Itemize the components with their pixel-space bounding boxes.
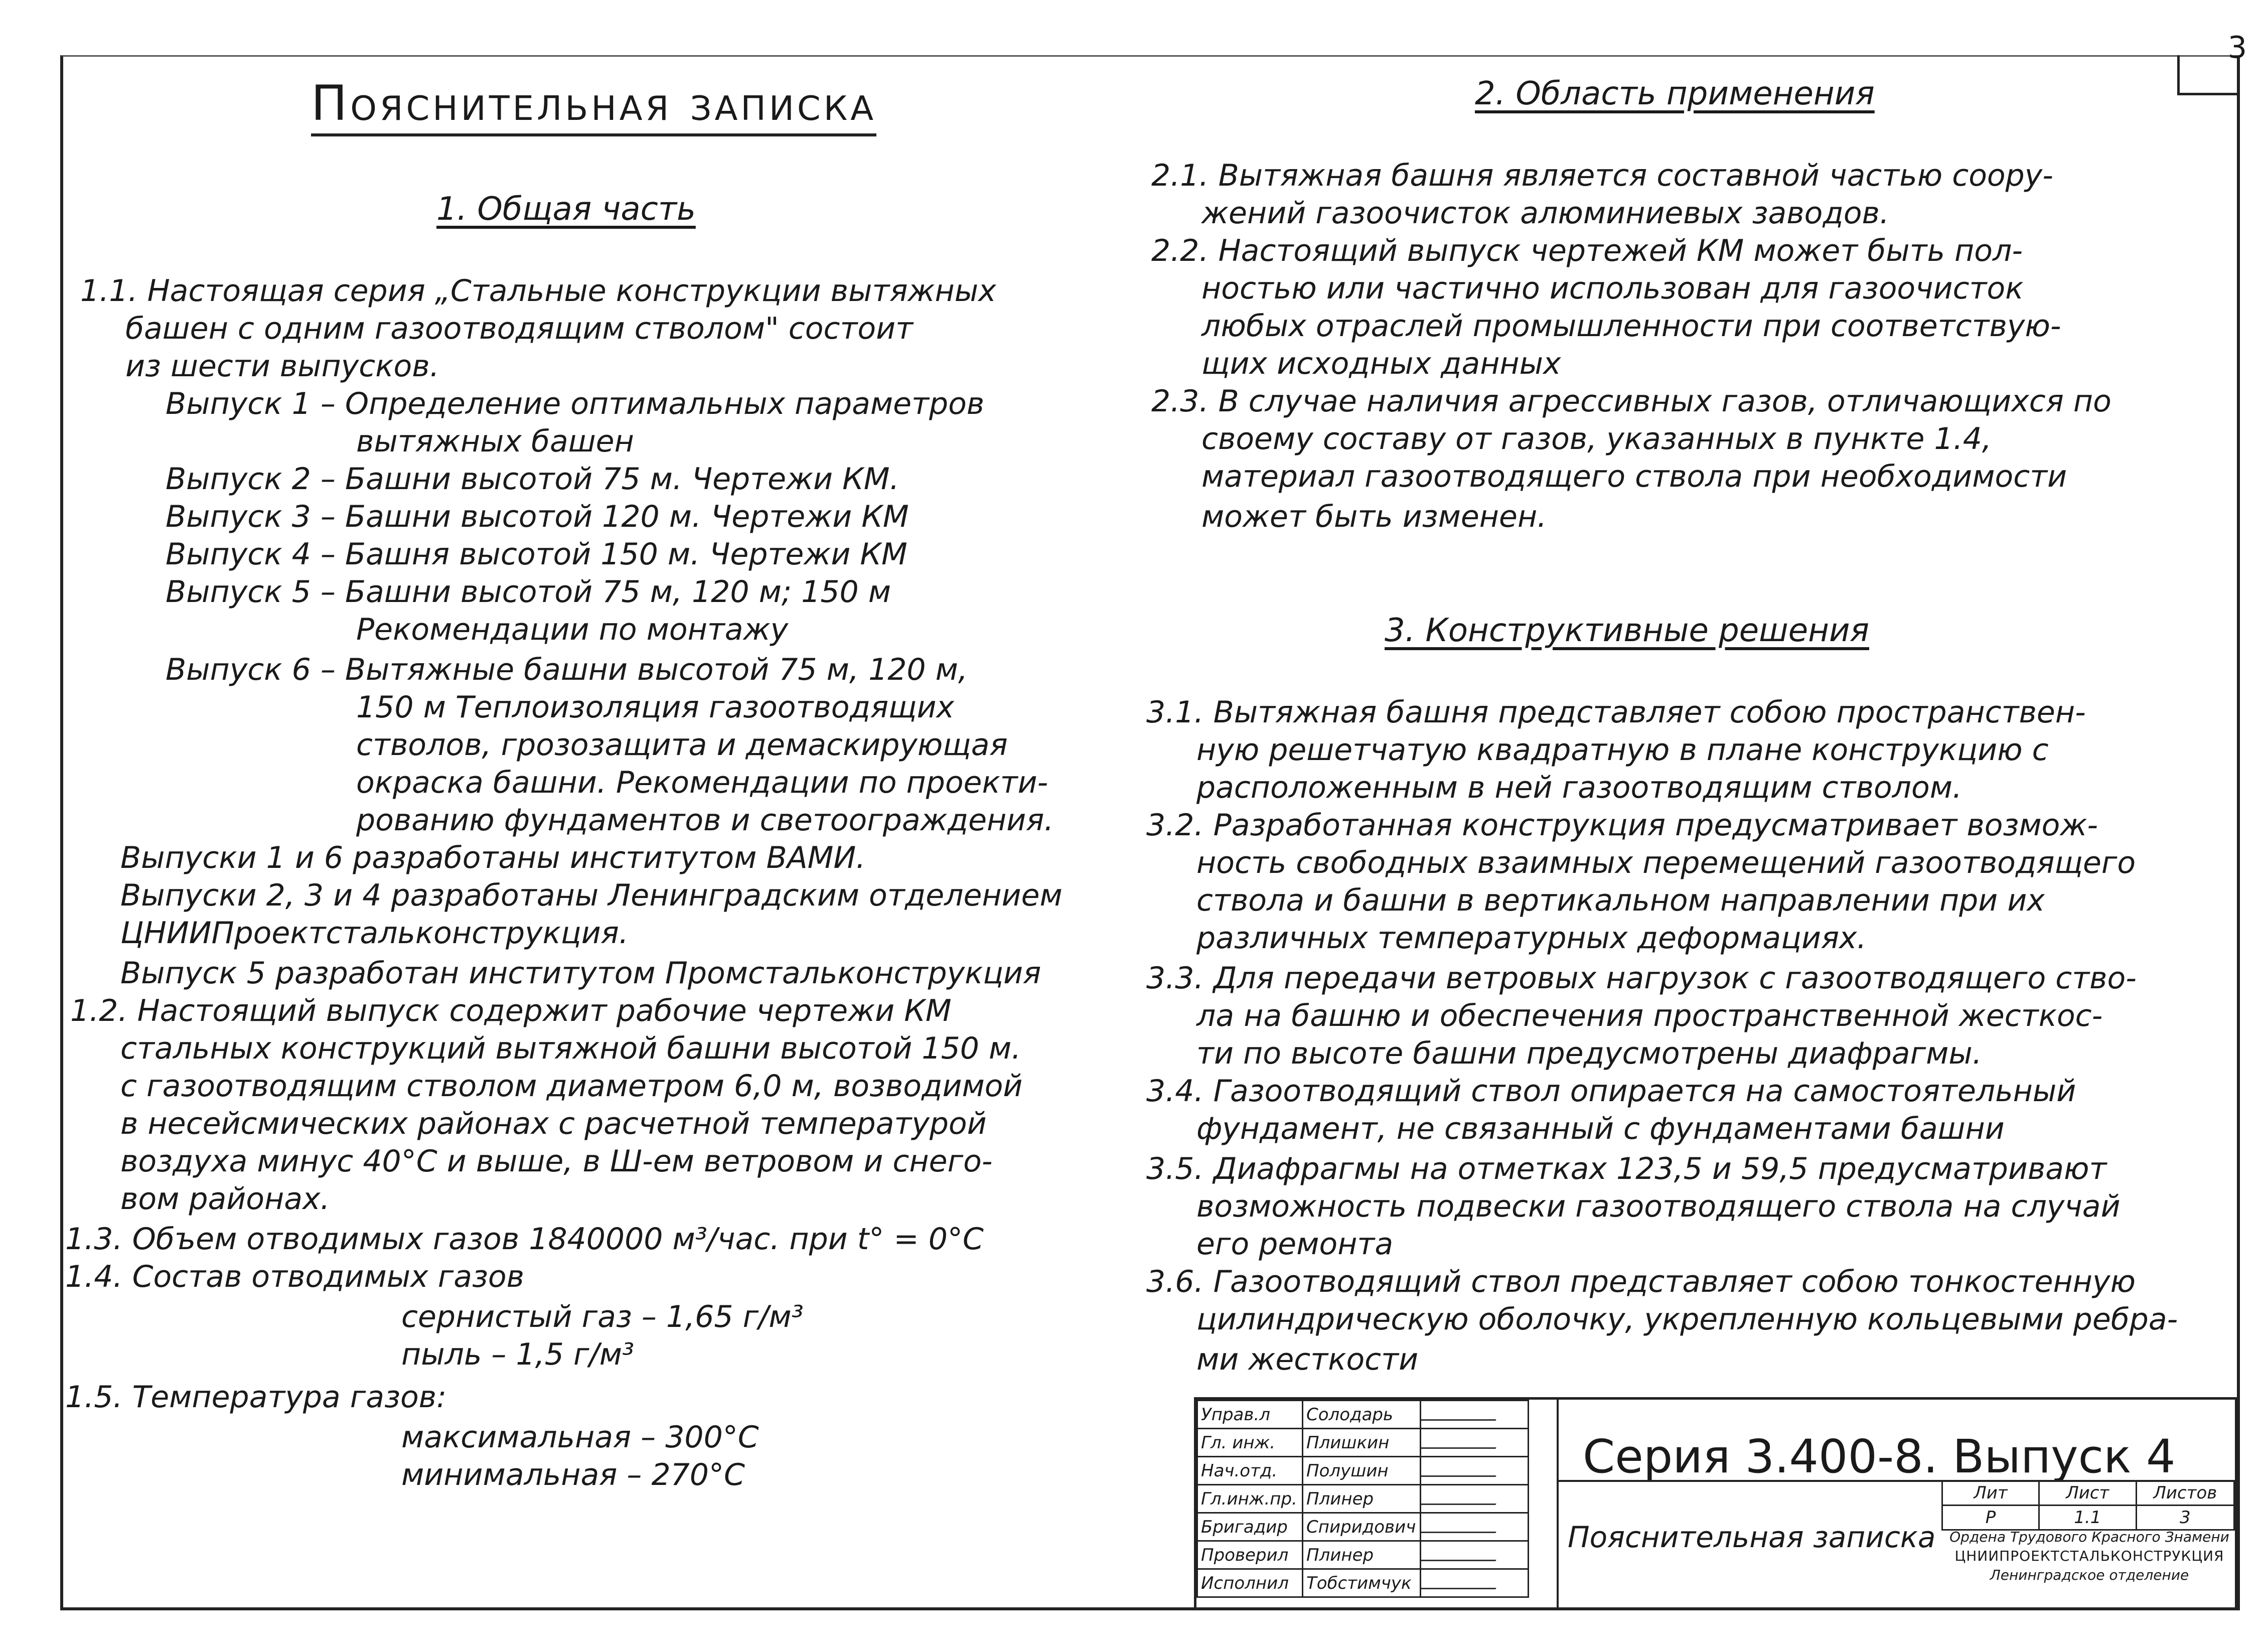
text-line: рованию фундаментов и светоограждения. bbox=[356, 803, 1054, 838]
text-line: ную решетчатую квадратную в плане конструкцию с bbox=[1196, 732, 2049, 768]
signature-row bbox=[1197, 1569, 1529, 1597]
text-line: 2.3. В случае наличия агрессивных газов, отличающихся по bbox=[1151, 384, 2111, 419]
signature-role: Исполнил bbox=[1197, 1569, 1303, 1597]
signature-mark bbox=[1421, 1488, 1503, 1505]
text-line: Выпуски 1 и 6 разработаны институтом ВАМИ. bbox=[120, 840, 866, 875]
text-line: 2.1. Вытяжная башня является составной частью соору- bbox=[1151, 158, 2053, 193]
text-line: вом районах. bbox=[120, 1181, 330, 1217]
signature-mark bbox=[1421, 1404, 1503, 1421]
text-line: стальных конструкций вытяжной башни высотой 150 м. bbox=[120, 1031, 1021, 1066]
text-line: 3.1. Вытяжная башня представляет собою пространствен- bbox=[1146, 695, 2086, 730]
text-line: своему составу от газов, указанных в пункте 1.4, bbox=[1201, 421, 1992, 457]
signature-name: Плишкин bbox=[1303, 1429, 1421, 1457]
signature-name: Плинер bbox=[1303, 1541, 1421, 1569]
section-3-heading: 3. Конструктивные решения bbox=[1385, 612, 1870, 649]
signature-mark bbox=[1421, 1460, 1503, 1477]
signature-name: Солодарь bbox=[1303, 1401, 1421, 1429]
organization-stamp bbox=[1941, 1528, 2237, 1585]
text-line: 2.2. Настоящий выпуск чертежей КМ может быть пол- bbox=[1151, 233, 2023, 268]
signature-role: Гл. инж. bbox=[1197, 1429, 1303, 1457]
text-line: в несейсмических районах с расчетной температурой bbox=[120, 1106, 987, 1141]
text-line: 1.2. Настоящий выпуск содержит рабочие чертежи КМ bbox=[70, 993, 952, 1028]
section-1-heading: 1. Общая часть bbox=[436, 191, 696, 228]
signature-name: Спиридович bbox=[1303, 1513, 1421, 1541]
signature-table bbox=[1196, 1400, 1529, 1598]
text-line: жений газоочисток алюминиевых заводов. bbox=[1201, 196, 1889, 231]
text-line: Выпуски 2, 3 и 4 разработаны Ленинградским отделением bbox=[120, 878, 1063, 913]
text-line: Выпуск 5 – Башни высотой 75 м, 120 м; 150 м bbox=[166, 574, 891, 610]
signature-role: Гл.инж.пр. bbox=[1197, 1485, 1303, 1513]
text-line: Выпуск 1 – Определение оптимальных параметров bbox=[166, 386, 985, 421]
list-value: 1.1 bbox=[2039, 1506, 2136, 1530]
text-line: ми жесткости bbox=[1196, 1342, 1419, 1377]
document-name: Пояснительная записка bbox=[1568, 1520, 1936, 1554]
text-line: возможность подвески газоотводящего ствола на случай bbox=[1196, 1189, 2121, 1224]
text-line: ствола и башни в вертикальном направлении при их bbox=[1196, 883, 2045, 918]
signature-mark bbox=[1421, 1517, 1503, 1533]
signature-name: Полушин bbox=[1303, 1457, 1421, 1485]
lit-value: Р bbox=[1942, 1506, 2039, 1530]
text-line: ти по высоте башни предусмотрены диафрагмы. bbox=[1196, 1036, 1982, 1071]
text-line: 3.5. Диафрагмы на отметках 123,5 и 59,5 предусматривают bbox=[1146, 1151, 2107, 1186]
text-line: 3.6. Газоотводящий ствол представляет собою тонкостенную bbox=[1146, 1264, 2136, 1299]
text-line: ностью или частично использован для газоочисток bbox=[1201, 271, 2024, 306]
text-line: стволов, грозозащита и демаскирующая bbox=[356, 727, 1008, 763]
org-award: Ордена Трудового Красного Знамени bbox=[1949, 1529, 2229, 1545]
handwritten-signature bbox=[1421, 1429, 1529, 1457]
signature-role: Управ.л bbox=[1197, 1401, 1303, 1429]
handwritten-signature bbox=[1421, 1485, 1529, 1513]
signature-row bbox=[1197, 1457, 1529, 1485]
text-line: любых отраслей промышленности при соответствую- bbox=[1201, 309, 2061, 344]
text-line: из шести выпусков. bbox=[125, 349, 439, 384]
title-block-divider bbox=[1557, 1400, 1559, 1610]
signature-row bbox=[1197, 1541, 1529, 1569]
text-line: вытяжных башен bbox=[356, 424, 634, 459]
section-2-heading: 2. Область применения bbox=[1475, 75, 1875, 112]
text-line: Рекомендации по монтажу bbox=[356, 612, 789, 647]
text-line: 1.1. Настоящая серия „Стальные конструкции вытяжных bbox=[80, 273, 996, 309]
text-line: фундамент, не связанный с фундаментами башни bbox=[1196, 1111, 2005, 1146]
signature-mark bbox=[1421, 1432, 1503, 1449]
org-name: ЦНИИПРОЕКТСТАЛЬКОНСТРУКЦИЯ bbox=[1954, 1548, 2224, 1564]
text-line: ность свободных взаимных перемещений газоотводящего bbox=[1196, 845, 2136, 880]
listov-value: 3 bbox=[2136, 1506, 2234, 1530]
signature-role: Нач.отд. bbox=[1197, 1457, 1303, 1485]
handwritten-signature bbox=[1421, 1569, 1529, 1597]
list-label: Лист bbox=[2039, 1481, 2136, 1506]
text-line: сернистый газ – 1,65 г/м³ bbox=[401, 1299, 804, 1334]
text-line: Выпуск 5 разработан институтом Промстальконструкция bbox=[120, 956, 1041, 991]
handwritten-signature bbox=[1421, 1541, 1529, 1569]
series-label: Серия 3.400-8. Выпуск 4 bbox=[1583, 1430, 2176, 1483]
document-title: Пояснительная записка bbox=[311, 75, 876, 136]
text-line: 3.2. Разработанная конструкция предусматривает возмож- bbox=[1146, 808, 2098, 843]
text-line: 1.3. Объем отводимых газов 1840000 м³/час. при t° = 0°С bbox=[65, 1222, 984, 1257]
handwritten-signature bbox=[1421, 1513, 1529, 1541]
text-line: башен с одним газоотводящим стволом" состоит bbox=[125, 311, 914, 346]
text-line: пыль – 1,5 г/м³ bbox=[401, 1337, 635, 1372]
handwritten-signature bbox=[1421, 1457, 1529, 1485]
signature-role: Бригадир bbox=[1197, 1513, 1303, 1541]
text-line: 3.3. Для передачи ветровых нагрузок с газоотводящего ство- bbox=[1146, 961, 2137, 996]
title-block bbox=[1194, 1397, 2237, 1610]
sheet-info-table bbox=[1941, 1480, 2235, 1531]
text-line: 1.4. Состав отводимых газов bbox=[65, 1259, 524, 1294]
signature-mark bbox=[1421, 1545, 1503, 1561]
sheet-number: 3 bbox=[2227, 30, 2247, 65]
text-line: Выпуск 3 – Башни высотой 120 м. Чертежи КМ bbox=[166, 499, 909, 534]
text-line: окраска башни. Рекомендации по проекти- bbox=[356, 765, 1048, 800]
text-line: его ремонта bbox=[1196, 1227, 1394, 1262]
text-line: Выпуск 4 – Башня высотой 150 м. Чертежи КМ bbox=[166, 537, 908, 572]
text-line: материал газоотводящего ствола при необходимости bbox=[1201, 459, 2067, 494]
signature-row bbox=[1197, 1513, 1529, 1541]
text-line: цилиндрическую оболочку, укрепленную кольцевыми ребра- bbox=[1196, 1302, 2178, 1337]
signature-role: Проверил bbox=[1197, 1541, 1303, 1569]
listov-label: Листов bbox=[2136, 1481, 2234, 1506]
text-line: максимальная – 300°С bbox=[401, 1420, 759, 1455]
text-line: может быть изменен. bbox=[1201, 499, 1547, 534]
text-line: щих исходных данных bbox=[1201, 346, 1561, 381]
text-line: ЦНИИПроектстальконструкция. bbox=[120, 916, 629, 951]
org-branch: Ленинградское отделение bbox=[1990, 1567, 2189, 1583]
text-line: Выпуск 2 – Башни высотой 75 м. Чертежи КМ. bbox=[166, 462, 899, 497]
text-line: расположенным в ней газоотводящим стволом. bbox=[1196, 770, 1962, 805]
text-line: с газоотводящим стволом диаметром 6,0 м, возводимой bbox=[120, 1069, 1023, 1104]
signature-row bbox=[1197, 1401, 1529, 1429]
text-line: 1.5. Температура газов: bbox=[65, 1380, 447, 1415]
handwritten-signature bbox=[1421, 1401, 1529, 1429]
text-line: воздуха минус 40°С и выше, в Ш-ем ветровом и снего- bbox=[120, 1144, 993, 1179]
text-line: Выпуск 6 – Вытяжные башни высотой 75 м, 120 м, bbox=[166, 652, 968, 687]
signature-name: Плинер bbox=[1303, 1485, 1421, 1513]
lit-label: Лит bbox=[1942, 1481, 2039, 1506]
text-line: различных температурных деформациях. bbox=[1196, 921, 1867, 956]
signature-mark bbox=[1421, 1573, 1503, 1589]
signature-name: Тобстимчук bbox=[1303, 1569, 1421, 1597]
signature-row bbox=[1197, 1485, 1529, 1513]
text-line: минимальная – 270°С bbox=[401, 1457, 745, 1492]
text-line: 150 м Теплоизоляция газоотводящих bbox=[356, 690, 955, 725]
signature-row bbox=[1197, 1429, 1529, 1457]
text-line: ла на башню и обеспечения пространственной жесткос- bbox=[1196, 998, 2103, 1033]
text-line: 3.4. Газоотводящий ствол опирается на самостоятельный bbox=[1146, 1074, 2076, 1109]
